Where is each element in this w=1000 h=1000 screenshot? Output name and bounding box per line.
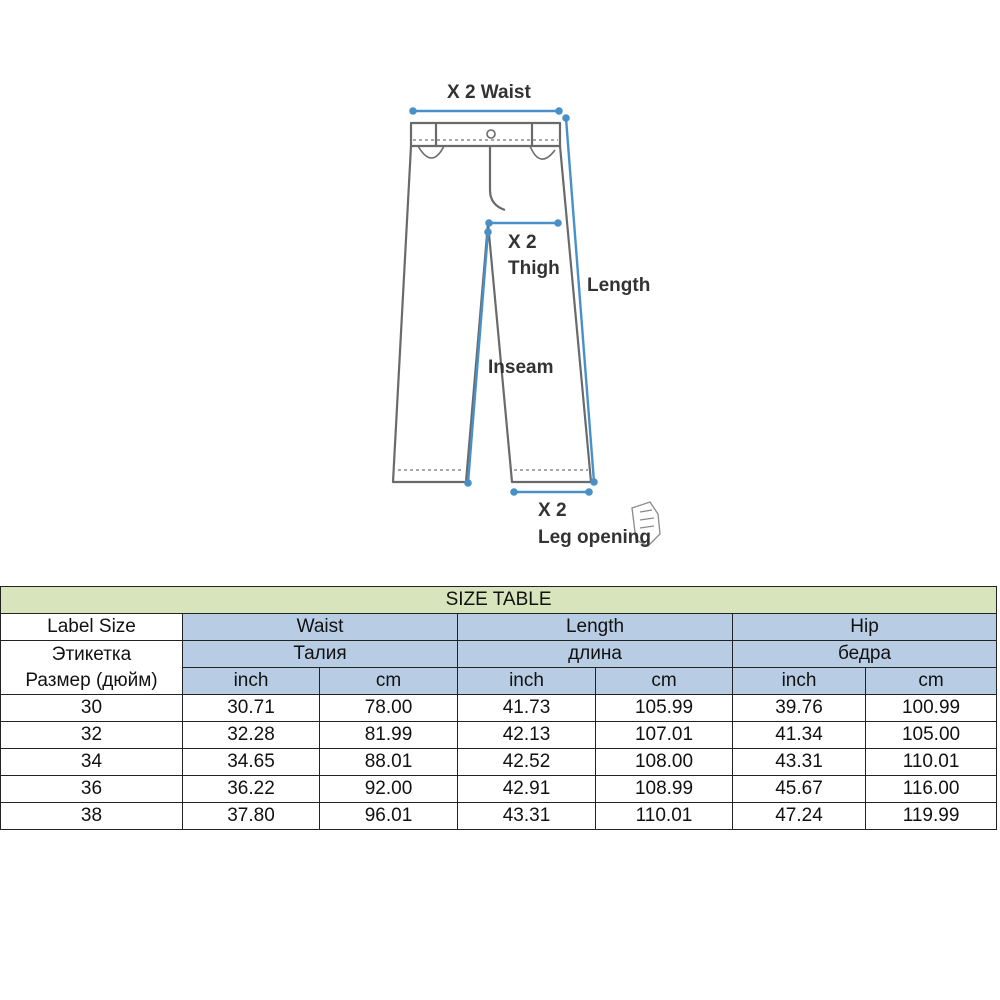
size-cell: 34 — [1, 749, 183, 776]
thigh-multiplier-label: X 2 — [508, 232, 537, 253]
waist-cm-cell: 96.01 — [320, 803, 458, 830]
table-row — [1, 722, 997, 749]
length-cm-cell: 110.01 — [596, 803, 733, 830]
hip-cm-cell: 105.00 — [866, 722, 997, 749]
table-row — [1, 803, 997, 830]
hip-inch-cell: 47.24 — [733, 803, 866, 830]
label-size-ru-line1: Этикетка — [51, 643, 132, 665]
size-cell: 36 — [1, 776, 183, 803]
table-row — [1, 749, 997, 776]
length-inch-cell: 43.31 — [458, 803, 596, 830]
waist-cm-cell: 88.01 — [320, 749, 458, 776]
length-ru-header: длина — [458, 641, 733, 668]
inseam-label: Inseam — [488, 357, 554, 378]
hip-cm-cell: 119.99 — [866, 803, 997, 830]
hip-ru-header: бедра — [733, 641, 997, 668]
length-inch-cell: 42.91 — [458, 776, 596, 803]
length-inch-cell: 42.52 — [458, 749, 596, 776]
header-row-en — [1, 614, 997, 641]
hip-cm-cell: 116.00 — [866, 776, 997, 803]
length-inch-cell: 41.73 — [458, 695, 596, 722]
length-header: Length — [458, 614, 733, 641]
leg-opening-label: Leg opening — [538, 527, 651, 548]
waist-cm-cell: 92.00 — [320, 776, 458, 803]
waist-cm-cell: 78.00 — [320, 695, 458, 722]
hip-cm-cell: 100.99 — [866, 695, 997, 722]
header-row-ru — [1, 641, 997, 668]
waist-inch-cell: 34.65 — [183, 749, 320, 776]
waist-cm-header: cm — [320, 668, 458, 695]
thigh-label: Thigh — [508, 258, 560, 279]
waist-inch-cell: 32.28 — [183, 722, 320, 749]
waist-inch-cell: 37.80 — [183, 803, 320, 830]
size-cell: 30 — [1, 695, 183, 722]
waist-inch-cell: 36.22 — [183, 776, 320, 803]
length-cm-cell: 105.99 — [596, 695, 733, 722]
waist-header: Waist — [183, 614, 458, 641]
length-cm-header: cm — [596, 668, 733, 695]
size-table-grid — [0, 586, 997, 830]
length-cm-cell: 107.01 — [596, 722, 733, 749]
waist-inch-header: inch — [183, 668, 320, 695]
size-cell: 38 — [1, 803, 183, 830]
length-inch-header: inch — [458, 668, 596, 695]
hip-inch-cell: 41.34 — [733, 722, 866, 749]
hip-inch-cell: 43.31 — [733, 749, 866, 776]
waist-inch-cell: 30.71 — [183, 695, 320, 722]
hip-header: Hip — [733, 614, 997, 641]
label-size-ru-header — [1, 641, 183, 695]
hip-inch-header: inch — [733, 668, 866, 695]
size-cell: 32 — [1, 722, 183, 749]
leg-opening-multiplier-label: X 2 — [538, 500, 567, 521]
hip-cm-cell: 110.01 — [866, 749, 997, 776]
table-row — [1, 776, 997, 803]
hip-inch-cell: 45.67 — [733, 776, 866, 803]
title-row — [1, 587, 997, 614]
waist-ru-header: Талия — [183, 641, 458, 668]
length-cm-cell: 108.99 — [596, 776, 733, 803]
length-inch-cell: 42.13 — [458, 722, 596, 749]
hip-inch-cell: 39.76 — [733, 695, 866, 722]
length-cm-cell: 108.00 — [596, 749, 733, 776]
table-title: SIZE TABLE — [1, 587, 997, 614]
table-row — [1, 695, 997, 722]
length-label: Length — [587, 275, 651, 296]
size-table — [0, 586, 996, 830]
label-size-header: Label Size — [1, 614, 183, 641]
label-size-ru-line2: Размер (дюйм) — [25, 669, 158, 691]
waist-label: X 2 Waist — [447, 82, 531, 103]
hip-cm-header: cm — [866, 668, 997, 695]
waist-cm-cell: 81.99 — [320, 722, 458, 749]
